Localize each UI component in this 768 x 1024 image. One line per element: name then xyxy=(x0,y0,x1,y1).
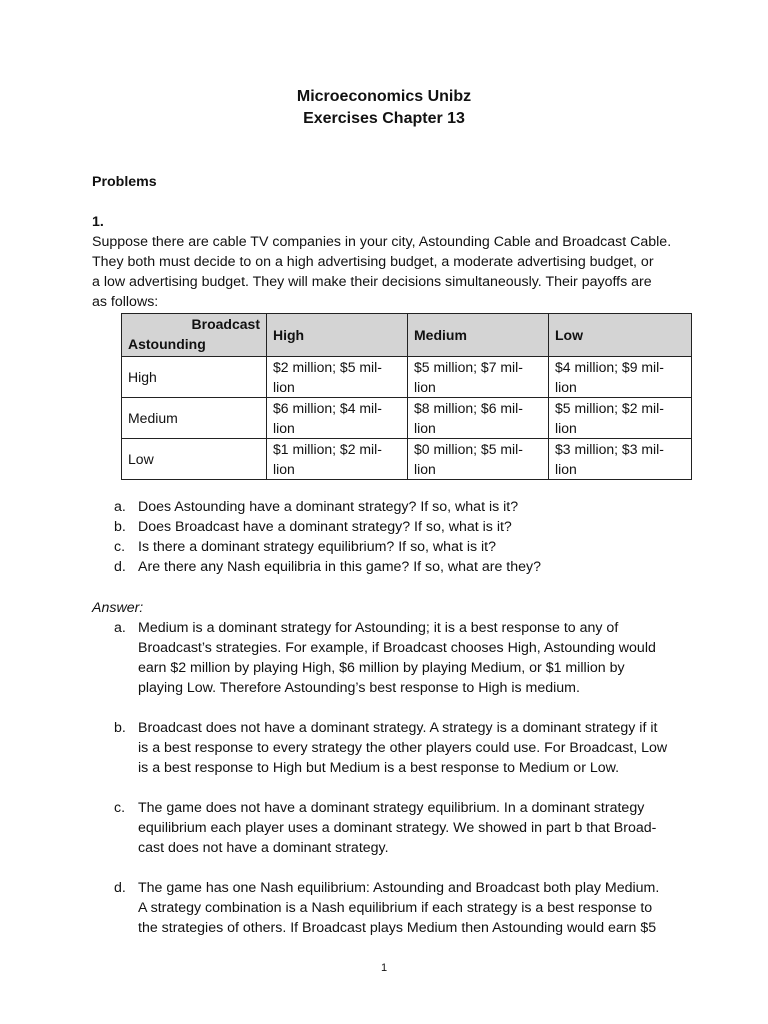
list-item xyxy=(92,878,682,938)
cell-line: lion xyxy=(273,420,295,436)
section-heading: Problems xyxy=(92,174,157,190)
corner-astounding-label: Astounding xyxy=(128,336,206,352)
payoff-cell xyxy=(549,357,692,398)
payoff-cell xyxy=(408,357,549,398)
column-header-medium: Medium xyxy=(408,314,549,357)
table-row xyxy=(122,398,692,439)
cell-line: lion xyxy=(555,461,577,477)
title-line-2: Exercises Chapter 13 xyxy=(303,110,465,127)
problem-intro xyxy=(92,232,692,312)
payoff-table xyxy=(121,313,692,480)
intro-line: a low advertising budget. They will make their decisions simultaneously. Their payoffs are xyxy=(92,274,652,290)
column-header-low: Low xyxy=(549,314,692,357)
cell-line: lion xyxy=(414,379,436,395)
item-label: d. xyxy=(114,559,126,575)
table-row xyxy=(122,439,692,480)
corner-broadcast-label: Broadcast xyxy=(191,316,260,332)
item-text: Does Broadcast have a dominant strategy? If so, what is it? xyxy=(138,519,512,535)
answer-heading: Answer: xyxy=(92,600,144,616)
answer-line: Medium is a dominant strategy for Astounding; it is a best response to any of xyxy=(138,620,619,636)
row-header-low: Low xyxy=(122,439,267,480)
page-number: 1 xyxy=(380,962,388,974)
cell-line: $5 million; $7 mil- xyxy=(414,359,523,375)
cell-line: lion xyxy=(414,461,436,477)
question-list xyxy=(92,497,682,577)
list-item xyxy=(92,557,682,577)
payoff-cell xyxy=(267,439,408,480)
cell-line: lion xyxy=(414,420,436,436)
list-item xyxy=(92,517,682,537)
answer-line: Broadcast does not have a dominant strategy. A strategy is a dominant strategy if it xyxy=(138,720,658,736)
payoff-cell xyxy=(267,398,408,439)
cell-line: $6 million; $4 mil- xyxy=(273,400,382,416)
list-item xyxy=(92,798,682,858)
row-header-medium: Medium xyxy=(122,398,267,439)
cell-line: lion xyxy=(273,379,295,395)
cell-line: $0 million; $5 mil- xyxy=(414,441,523,457)
answer-line: is a best response to every strategy the other players could use. For Broadcast, Low xyxy=(138,740,668,756)
item-label: b. xyxy=(114,519,126,535)
cell-line: lion xyxy=(273,461,295,477)
payoff-cell xyxy=(549,398,692,439)
item-text: Is there a dominant strategy equilibrium? If so, what is it? xyxy=(138,539,497,555)
answer-line: equilibrium each player uses a dominant strategy. We showed in part b that Broad- xyxy=(138,820,657,836)
cell-line: $1 million; $2 mil- xyxy=(273,441,382,457)
row-header-high: High xyxy=(122,357,267,398)
payoff-cell xyxy=(408,398,549,439)
list-item xyxy=(92,537,682,557)
answer-line: A strategy combination is a Nash equilibrium if each strategy is a best response to xyxy=(138,900,653,916)
document-title xyxy=(0,86,768,130)
cell-line: $2 million; $5 mil- xyxy=(273,359,382,375)
table-row xyxy=(122,357,692,398)
answer-list xyxy=(92,618,682,938)
intro-line: Suppose there are cable TV companies in your city, Astounding Cable and Broadcast Cable. xyxy=(92,234,672,250)
cell-line: lion xyxy=(555,379,577,395)
table-corner-cell xyxy=(122,314,267,357)
item-label: b. xyxy=(114,720,126,736)
answer-line: earn $2 million by playing High, $6 million by playing Medium, or $1 million by xyxy=(138,660,625,676)
answer-line: playing Low. Therefore Astounding’s best response to High is medium. xyxy=(138,680,580,696)
payoff-cell xyxy=(267,357,408,398)
item-label: d. xyxy=(114,880,126,896)
answer-line: The game has one Nash equilibrium: Astounding and Broadcast both play Medium. xyxy=(138,880,660,896)
list-item xyxy=(92,618,682,698)
item-text: Are there any Nash equilibria in this game? If so, what are they? xyxy=(138,559,541,575)
answer-line: is a best response to High but Medium is a best response to Medium or Low. xyxy=(138,760,620,776)
list-item xyxy=(92,497,682,517)
answer-line: Broadcast’s strategies. For example, if Broadcast chooses High, Astounding would xyxy=(138,640,656,656)
table-header-row xyxy=(122,314,692,357)
cell-line: $4 million; $9 mil- xyxy=(555,359,664,375)
item-text: Does Astounding have a dominant strategy? If so, what is it? xyxy=(138,499,519,515)
cell-line: $3 million; $3 mil- xyxy=(555,441,664,457)
title-line-1: Microeconomics Unibz xyxy=(296,88,472,105)
payoff-cell xyxy=(549,439,692,480)
cell-line: $8 million; $6 mil- xyxy=(414,400,523,416)
column-header-high: High xyxy=(267,314,408,357)
problem-number: 1. xyxy=(92,214,104,230)
item-label: a. xyxy=(114,499,126,515)
item-label: a. xyxy=(114,620,126,636)
item-label: c. xyxy=(114,800,126,816)
list-item xyxy=(92,718,682,778)
answer-line: The game does not have a dominant strategy equilibrium. In a dominant strategy xyxy=(138,800,645,816)
payoff-cell xyxy=(408,439,549,480)
answer-line: cast does not have a dominant strategy. xyxy=(138,840,389,856)
intro-line: They both must decide to on a high advertising budget, a moderate advertising budget, or xyxy=(92,254,654,270)
answer-line: the strategies of others. If Broadcast plays Medium then Astounding would earn $5 xyxy=(138,920,657,936)
cell-line: $5 million; $2 mil- xyxy=(555,400,664,416)
cell-line: lion xyxy=(555,420,577,436)
intro-line: as follows: xyxy=(92,294,159,310)
item-label: c. xyxy=(114,539,126,555)
